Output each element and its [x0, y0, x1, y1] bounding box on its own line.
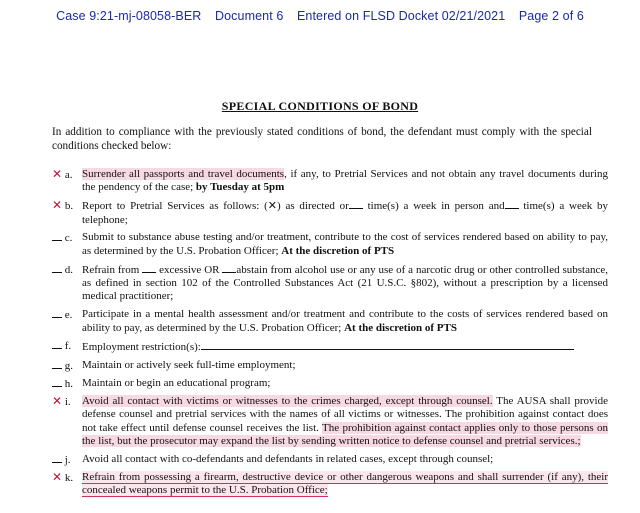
unchecked-blank: [52, 377, 62, 387]
condition-e: e. Participate in a mental health assessment and/or treatment and contribute to the costs of services rendered based on ability to pay, as determined by the U.S. Probation Officer; At the discretion of PTS: [52, 308, 608, 335]
condition-c: c. Submit to substance abuse testing and/or treatment, contribute to the cost of services rendered based on ability to pay, as determined by the U.S. Probation Officer; At the discretion of PTS: [52, 231, 608, 258]
unchecked-blank: [52, 339, 62, 349]
highlight: Refrain from possessing a firearm, destructive device or other dangerous weapons and shall surrender (if any), their concealed weapons permit to the U.S. Probation Office;: [82, 470, 608, 497]
unchecked-blank: [52, 453, 62, 463]
unchecked-blank: [52, 231, 62, 241]
condition-b: ✕ b. Report to Pretrial Services as follows: (✕) as directed or time(s) a week in person and time(s) a week by telephone;: [52, 198, 609, 226]
condition-f: f. Employment restriction(s):: [52, 339, 608, 354]
checked-mark-icon: ✕: [52, 469, 63, 484]
conditions-list: [52, 168, 608, 502]
docket-header: [0, 9, 640, 23]
condition-g: g. Maintain or actively seek full-time employment;: [52, 359, 608, 372]
unchecked-blank: [52, 308, 62, 318]
entered-date: Entered on FLSD Docket 02/21/2021: [296, 9, 506, 23]
highlight: Avoid all contact with victims or witnesses to the crimes charged, except through counsel.: [82, 394, 493, 407]
checked-mark-icon: ✕: [52, 198, 63, 213]
highlight: The prohibition against contact applies only to those persons on the list, but the prosecutor may expand the list by sending written notice to defense counsel and pretrial services.;: [82, 421, 608, 448]
condition-j: j. Avoid all contact with co-defendants and defendants in related cases, except through counsel;: [52, 453, 608, 466]
case-number: Case 9:21-mj-08058-BER: [56, 9, 202, 23]
highlight: Surrender all passports and travel documents: [82, 168, 285, 180]
page-number: Page 2 of 6: [518, 9, 584, 23]
checked-mark-icon: ✕: [52, 167, 63, 181]
intro-paragraph: In addition to compliance with the previously stated conditions of bond, the defendant must comply with the special conditions checked below:: [52, 126, 592, 152]
unchecked-blank: [52, 359, 62, 369]
condition-i: ✕ i. Avoid all contact with victims or witnesses to the crimes charged, except through counsel. The AUSA shall provide defense counsel and pretrial services with the names of all victims or witnesses. The prohibition against contact does not take effect until defense counsel receives the list. The prohibition against contact applies only to those persons on the list, but the prosecutor may expand the list by sending written notice to defense counsel and pretrial services.;: [52, 393, 608, 448]
page-title: SPECIAL CONDITIONS OF BOND: [221, 99, 419, 113]
condition-h: h. Maintain or begin an educational program;: [52, 377, 608, 390]
checked-mark-icon: ✕: [267, 200, 277, 213]
condition-a: ✕ a. Surrender all passports and travel documents, if any, to Pretrial Services and not obtain any travel documents during the pendency of the case; by Tuesday at 5pm: [52, 167, 608, 194]
condition-d: d. Refrain from excessive OR abstain from alcohol use or any use of a narcotic drug or other controlled substance, as defined in section 102 of the Controlled Substances Act (21 U.S.C. §802), without a prescription by a licensed medical practitioner;: [52, 263, 608, 304]
restriction-fill-line: [201, 339, 574, 350]
document-number: Document 6: [215, 9, 284, 23]
unchecked-blank: [52, 263, 62, 273]
checked-mark-icon: ✕: [52, 393, 63, 408]
condition-k: ✕ k. Refrain from possessing a firearm, destructive device or other dangerous weapons and shall surrender (if any), their concealed weapons permit to the U.S. Probation Office;: [52, 469, 608, 497]
